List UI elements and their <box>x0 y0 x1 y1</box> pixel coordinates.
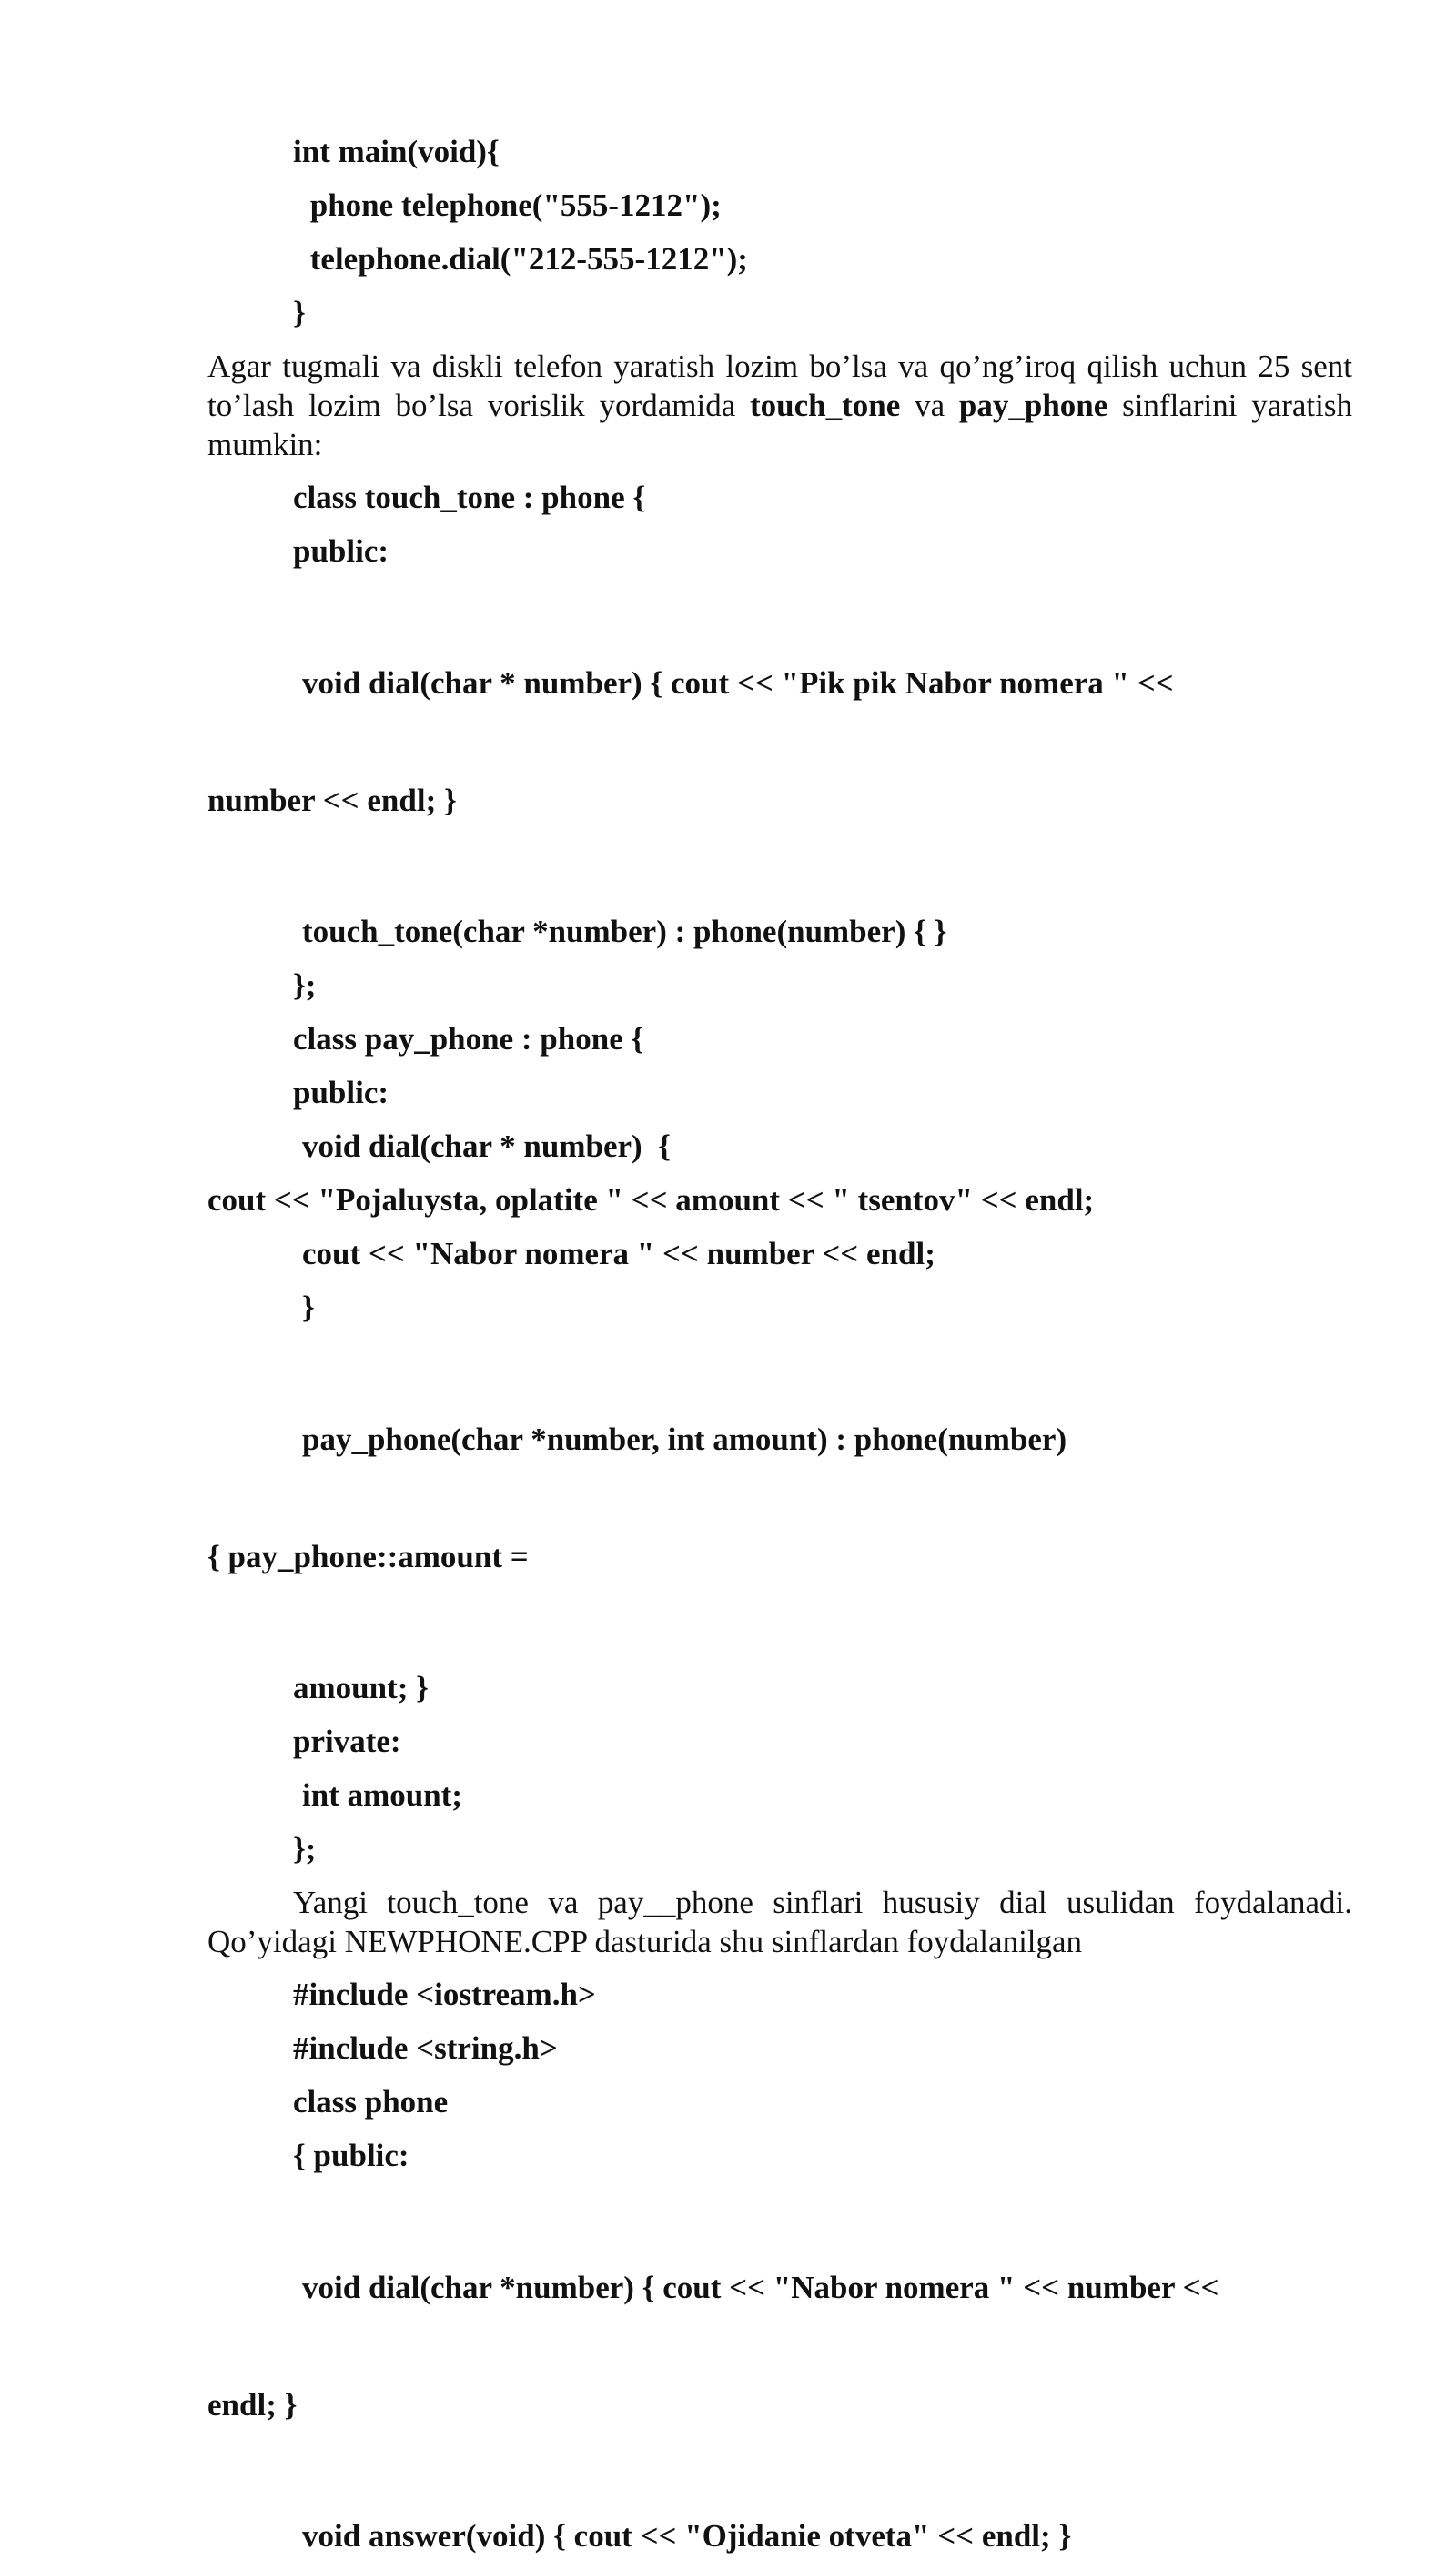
code-line-part: number << endl; } <box>207 783 457 818</box>
code-line: telephone.dial("212-555-1212"); <box>302 241 748 277</box>
paragraph-text: va <box>900 388 959 423</box>
code-line: class touch_tone : phone { <box>293 480 646 515</box>
code-line-part: endl; } <box>207 2387 298 2423</box>
code-line: cout << "Nabor nomera " << number << endl; <box>302 1236 935 1271</box>
code-line: public: <box>293 533 389 569</box>
code-line-part: void dial(char *number) { cout << "Nabor nomera " << number << <box>302 2270 1219 2305</box>
code-line: amount; } <box>293 1670 429 1705</box>
code-line-part: void dial(char * number) { cout << "Pik pik Nabor nomera " << <box>302 665 1174 701</box>
code-line: cout << "Pojaluysta, oplatite " << amount << " tsentov" << endl; <box>207 1182 1095 1218</box>
code-line: void dial(char * number) { <box>302 1128 671 1164</box>
code-line: class phone <box>293 2084 449 2120</box>
code-line: }; <box>293 967 317 1003</box>
bold-class-name: touch_tone <box>750 388 901 423</box>
page-content <box>207 132 1352 2570</box>
code-line: int main(void){ <box>293 134 500 169</box>
code-line-part: { pay_phone::amount = <box>207 1539 529 1574</box>
code-line: { public: <box>293 2138 410 2173</box>
code-line: #include <string.h> <box>293 2030 558 2066</box>
bold-class-name: pay_phone <box>958 388 1108 423</box>
code-line: phone telephone("555-1212"); <box>302 187 722 223</box>
code-line: int amount; <box>302 1777 462 1813</box>
code-line: private: <box>293 1724 401 1759</box>
paragraph-text: Agar tugmali va diskli telefon yaratish lozim bo’lsa va qo’ng’iroq qilish uchun 25 sent to’lash lozim bo’lsa vorislik yordamida <box>207 349 1352 423</box>
paragraph-text: sinflarini yaratish mumkin: <box>207 388 1353 462</box>
code-line: touch_tone(char *number) : phone(number) { } <box>302 914 947 949</box>
code-line: public: <box>293 1075 389 1110</box>
code-line: } <box>302 1290 315 1325</box>
body-paragraph <box>207 347 1352 464</box>
code-line: }; <box>293 1831 317 1867</box>
code-line-part: pay_phone(char *number, int amount) : phone(number) <box>302 1422 1067 1457</box>
code-line: void answer(void) { cout << "Ojidanie otveta" << endl; } <box>302 2518 1072 2554</box>
code-line-wrapped <box>207 2190 1352 2503</box>
code-line-wrapped <box>207 585 1352 898</box>
code-line: #include <iostream.h> <box>293 1977 596 2012</box>
code-line: class pay_phone : phone { <box>293 1021 644 1057</box>
code-line-wrapped <box>207 1341 1352 1654</box>
body-paragraph: Yangi touch_tone va pay__phone sinflari hususiy dial usulidan foydalanadi. Qo’yidagi NEWPHONE.CPP dasturida shu sinflardan foydalanilgan <box>207 1885 1352 1959</box>
code-line: } <box>293 295 306 330</box>
